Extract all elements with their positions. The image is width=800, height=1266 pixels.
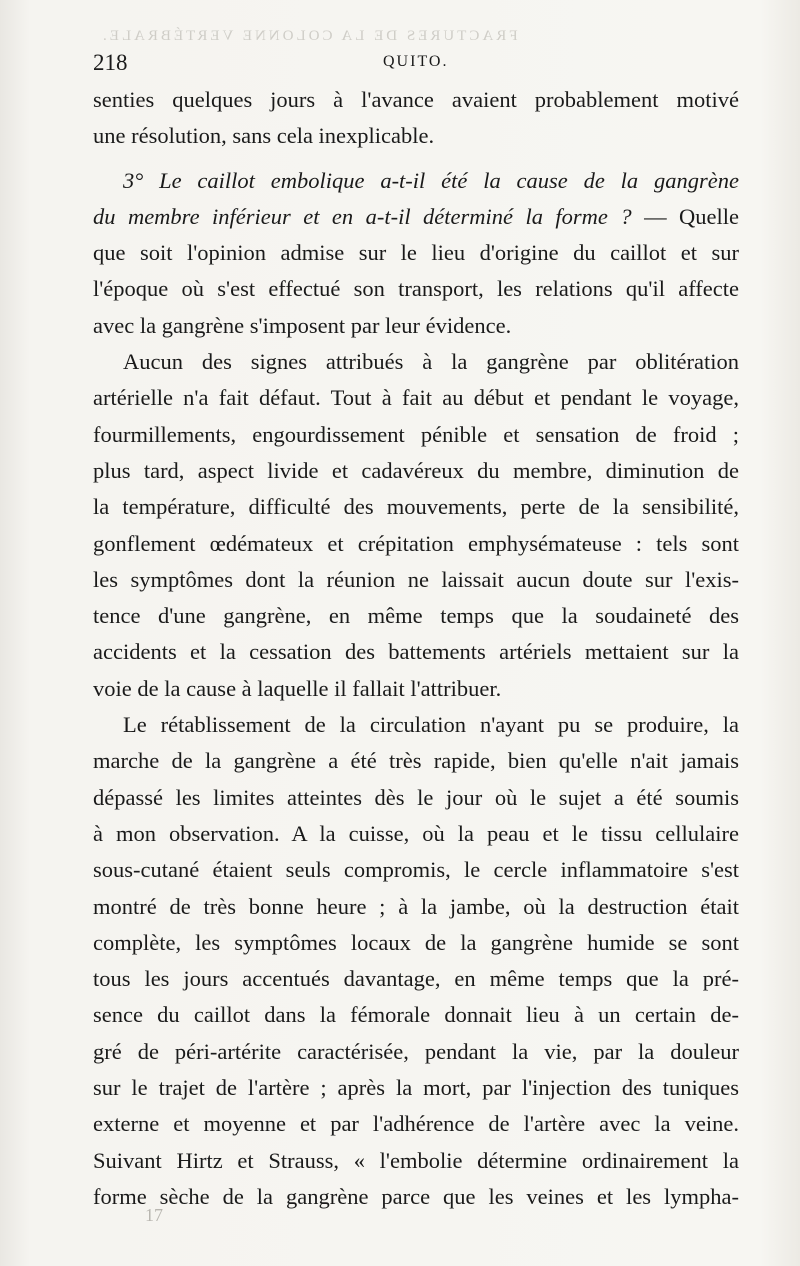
text-line: une résolution, sans cela inexplicable. [93,123,435,149]
text-line: Aucun des signes attribués à la gangrène par oblitération [123,349,739,375]
body-text [93,82,739,1215]
running-head: QUITO. [383,53,449,70]
text-line: marche de la gangrène a été très rapide, bien qu'elle n'ait jamais [93,748,739,774]
text-line: accidents et la cessation des battements artériels mettaient sur la [93,639,739,665]
text-line: les symptômes dont la réunion ne laissait aucun doute sur l'exis- [93,566,739,592]
text-line: Suivant Hirtz et Strauss, « l'embolie détermine ordinairement la [93,1147,739,1173]
bleed-through-text: FRACTURES DE LA COLONNE VERTÉBRALE. [100,28,518,44]
italic-question: du membre inférieur et en a-t-il déterminé la forme ? [93,203,632,229]
text-line: plus tard, aspect livide et cadavéreux du membre, diminution de [93,457,739,483]
page-header [93,50,738,80]
text-line: 3° Le caillot embolique a-t-il été la cause de la gangrène [123,167,739,193]
text-line: la température, difficulté des mouvements, perte de la sensibilité, [93,494,739,520]
text-line: sur le trajet de l'artère ; après la mort, par l'injection des tuniques [93,1075,739,1101]
text-line: tence d'une gangrène, en même temps que la soudaineté des [93,603,739,629]
text-line: voie de la cause à laquelle il fallait l'attribuer. [93,675,502,701]
page-number: 218 [93,50,128,75]
text-line: externe et moyenne et par l'adhérence de l'artère avec la veine. [93,1111,739,1137]
text-line: montré de très bonne heure ; à la jambe, où la destruction était [93,893,739,919]
text-line: artérielle n'a fait défaut. Tout à fait au début et pendant le voyage, [93,385,739,411]
signature-mark: 17 [145,1205,163,1225]
text-line: avec la gangrène s'imposent par leur évidence. [93,312,512,338]
dash-start: — Quelle [644,203,739,229]
text-line: forme sèche de la gangrène parce que les veines et les lympha- [93,1183,739,1209]
text-line: à mon observation. A la cuisse, où la peau et le tissu cellulaire [93,820,739,846]
text-line: gonflement œdémateux et crépitation emphysémateuse : tels sont [93,530,739,556]
text-line: que soit l'opinion admise sur le lieu d'origine du caillot et sur [93,240,739,266]
text-line: sence du caillot dans la fémorale donnait lieu à un certain de- [93,1002,739,1028]
text-line: l'époque où s'est effectué son transport, les relations qu'il affecte [93,276,739,302]
text-line: sous-cutané étaient seuls compromis, le cercle inflammatoire s'est [93,857,739,883]
text-line-mixed [93,199,739,235]
text-line: senties quelques jours à l'avance avaient probablement motivé [93,87,739,112]
text-line: fourmillements, engourdissement pénible et sensation de froid ; [93,421,739,447]
text-line: complète, les symptômes locaux de la gangrène humide se sont [93,929,739,955]
text-line: tous les jours accentués davantage, en même temps que la pré- [93,966,739,992]
text-line: Le rétablissement de la circulation n'ayant pu se produire, la [123,712,739,738]
text-line: gré de péri-artérite caractérisée, pendant la vie, par la douleur [93,1038,739,1064]
text-line: dépassé les limites atteintes dès le jour où le sujet a été soumis [93,784,739,810]
